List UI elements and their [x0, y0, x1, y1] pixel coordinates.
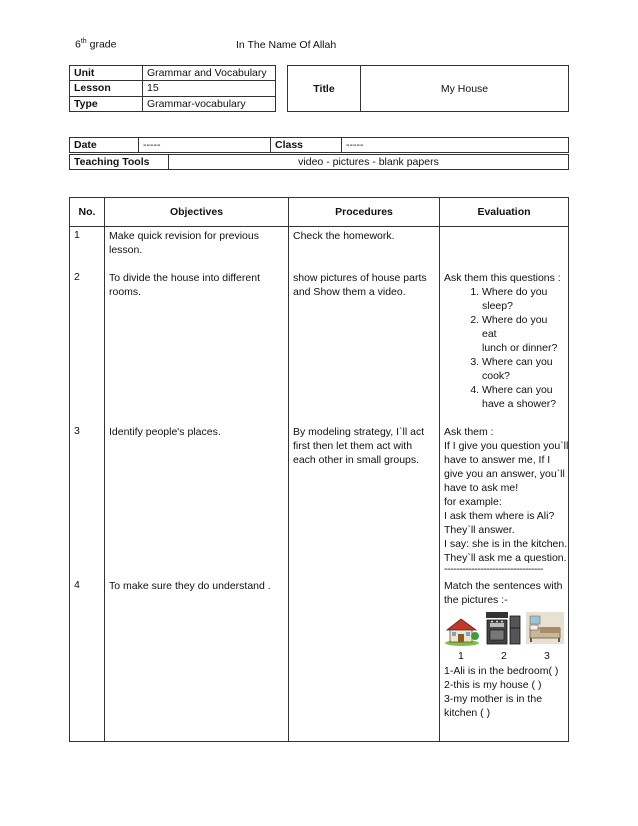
picture-number: 1 — [458, 650, 464, 662]
match-sentence: 1-Ali is in the bedroom( ) — [444, 665, 559, 677]
lesson-plan-table — [69, 197, 569, 742]
date-label: Date — [70, 138, 139, 153]
class-value: ----- — [342, 138, 569, 153]
bismillah-heading: In The Name Of Allah — [236, 39, 337, 51]
row-number: 3 — [74, 425, 80, 437]
title-value: My House — [361, 66, 569, 112]
row-number: 1 — [74, 229, 80, 241]
bedroom-picture — [526, 612, 564, 644]
match-sentence: 3-my mother is in the — [444, 693, 543, 705]
question-item: 2. Where do you eat lunch or dinner? — [482, 313, 564, 355]
picture-numbers — [444, 650, 564, 664]
matching-pictures — [444, 610, 564, 650]
type-label: Type — [70, 96, 143, 111]
evaluation-questions: Ask them this questions : 1. Where do you sleep? 2. Where do you eat lunch or dinner? 3. Where can you cook? 4. Where can you have a shower? — [444, 271, 564, 411]
plan-objectives-cell — [105, 227, 289, 742]
teaching-tools-table — [69, 154, 569, 170]
objective-item: To make sure they do understand . — [109, 580, 271, 592]
date-class-table — [69, 137, 569, 153]
question-item: 3. Where can you cook? — [482, 355, 564, 383]
procedure-item: Check the homework. — [293, 230, 395, 242]
evaluation-roleplay: Ask them : If I give you question you`ll have to answer me, If I give you an answer, you`ll have to ask me! for example: I ask them where is Ali? They`ll answer. I say: she is in the kitchen. They`ll ask me a question. --------------------------------- — [444, 426, 569, 575]
unit-label: Unit — [70, 66, 143, 81]
picture-number: 2 — [501, 650, 507, 662]
evaluation-matching: Match the sentences with the pictures :- 1 2 3 1-Ali is in the bedroom( ) 2-this is my house ( ) 3-my mother is in the kitchen ( ) — [444, 580, 563, 719]
match-sentence: kitchen ( ) — [444, 707, 491, 719]
objective-item: Make quick revision for previous lesson. — [109, 230, 259, 256]
teaching-tools-label: Teaching Tools — [70, 155, 169, 170]
class-label: Class — [271, 138, 342, 153]
col-header-procedures: Procedures — [289, 198, 440, 227]
plan-evaluation-cell — [440, 227, 569, 742]
date-value: ----- — [139, 138, 271, 153]
unit-value: Grammar and Vocabulary — [143, 66, 276, 81]
teaching-tools-value: video - pictures - blank papers — [169, 155, 569, 170]
row-number: 2 — [74, 271, 80, 283]
procedure-item: By modeling strategy, I`ll act first then let them act with each other in small groups. — [293, 426, 425, 466]
match-sentence: 2-this is my house ( ) — [444, 679, 542, 691]
plan-numbers-cell — [70, 227, 105, 742]
question-list — [444, 285, 564, 411]
row-number: 4 — [74, 579, 80, 591]
title-label: Title — [288, 66, 361, 112]
col-header-objectives: Objectives — [105, 198, 289, 227]
house-picture — [444, 616, 480, 646]
info-gap — [276, 66, 288, 112]
lesson-value: 15 — [143, 81, 276, 96]
kitchen-picture — [484, 610, 522, 646]
question-item: 4. Where can you have a shower? — [482, 383, 564, 411]
objective-item: To divide the house into different rooms. — [109, 272, 260, 298]
question-item: 1. Where do you sleep? — [482, 285, 564, 313]
type-value: Grammar-vocabulary — [143, 96, 276, 111]
col-header-no: No. — [70, 198, 105, 227]
plan-procedures-cell — [289, 227, 440, 742]
procedure-item: show pictures of house parts and Show them a video. — [293, 272, 427, 298]
grade-label: 6th grade — [75, 38, 117, 51]
lesson-info-table — [69, 65, 569, 112]
lesson-label: Lesson — [70, 81, 143, 96]
picture-number: 3 — [544, 650, 550, 662]
col-header-evaluation: Evaluation — [440, 198, 569, 227]
objective-item: Identify people's places. — [109, 426, 221, 438]
